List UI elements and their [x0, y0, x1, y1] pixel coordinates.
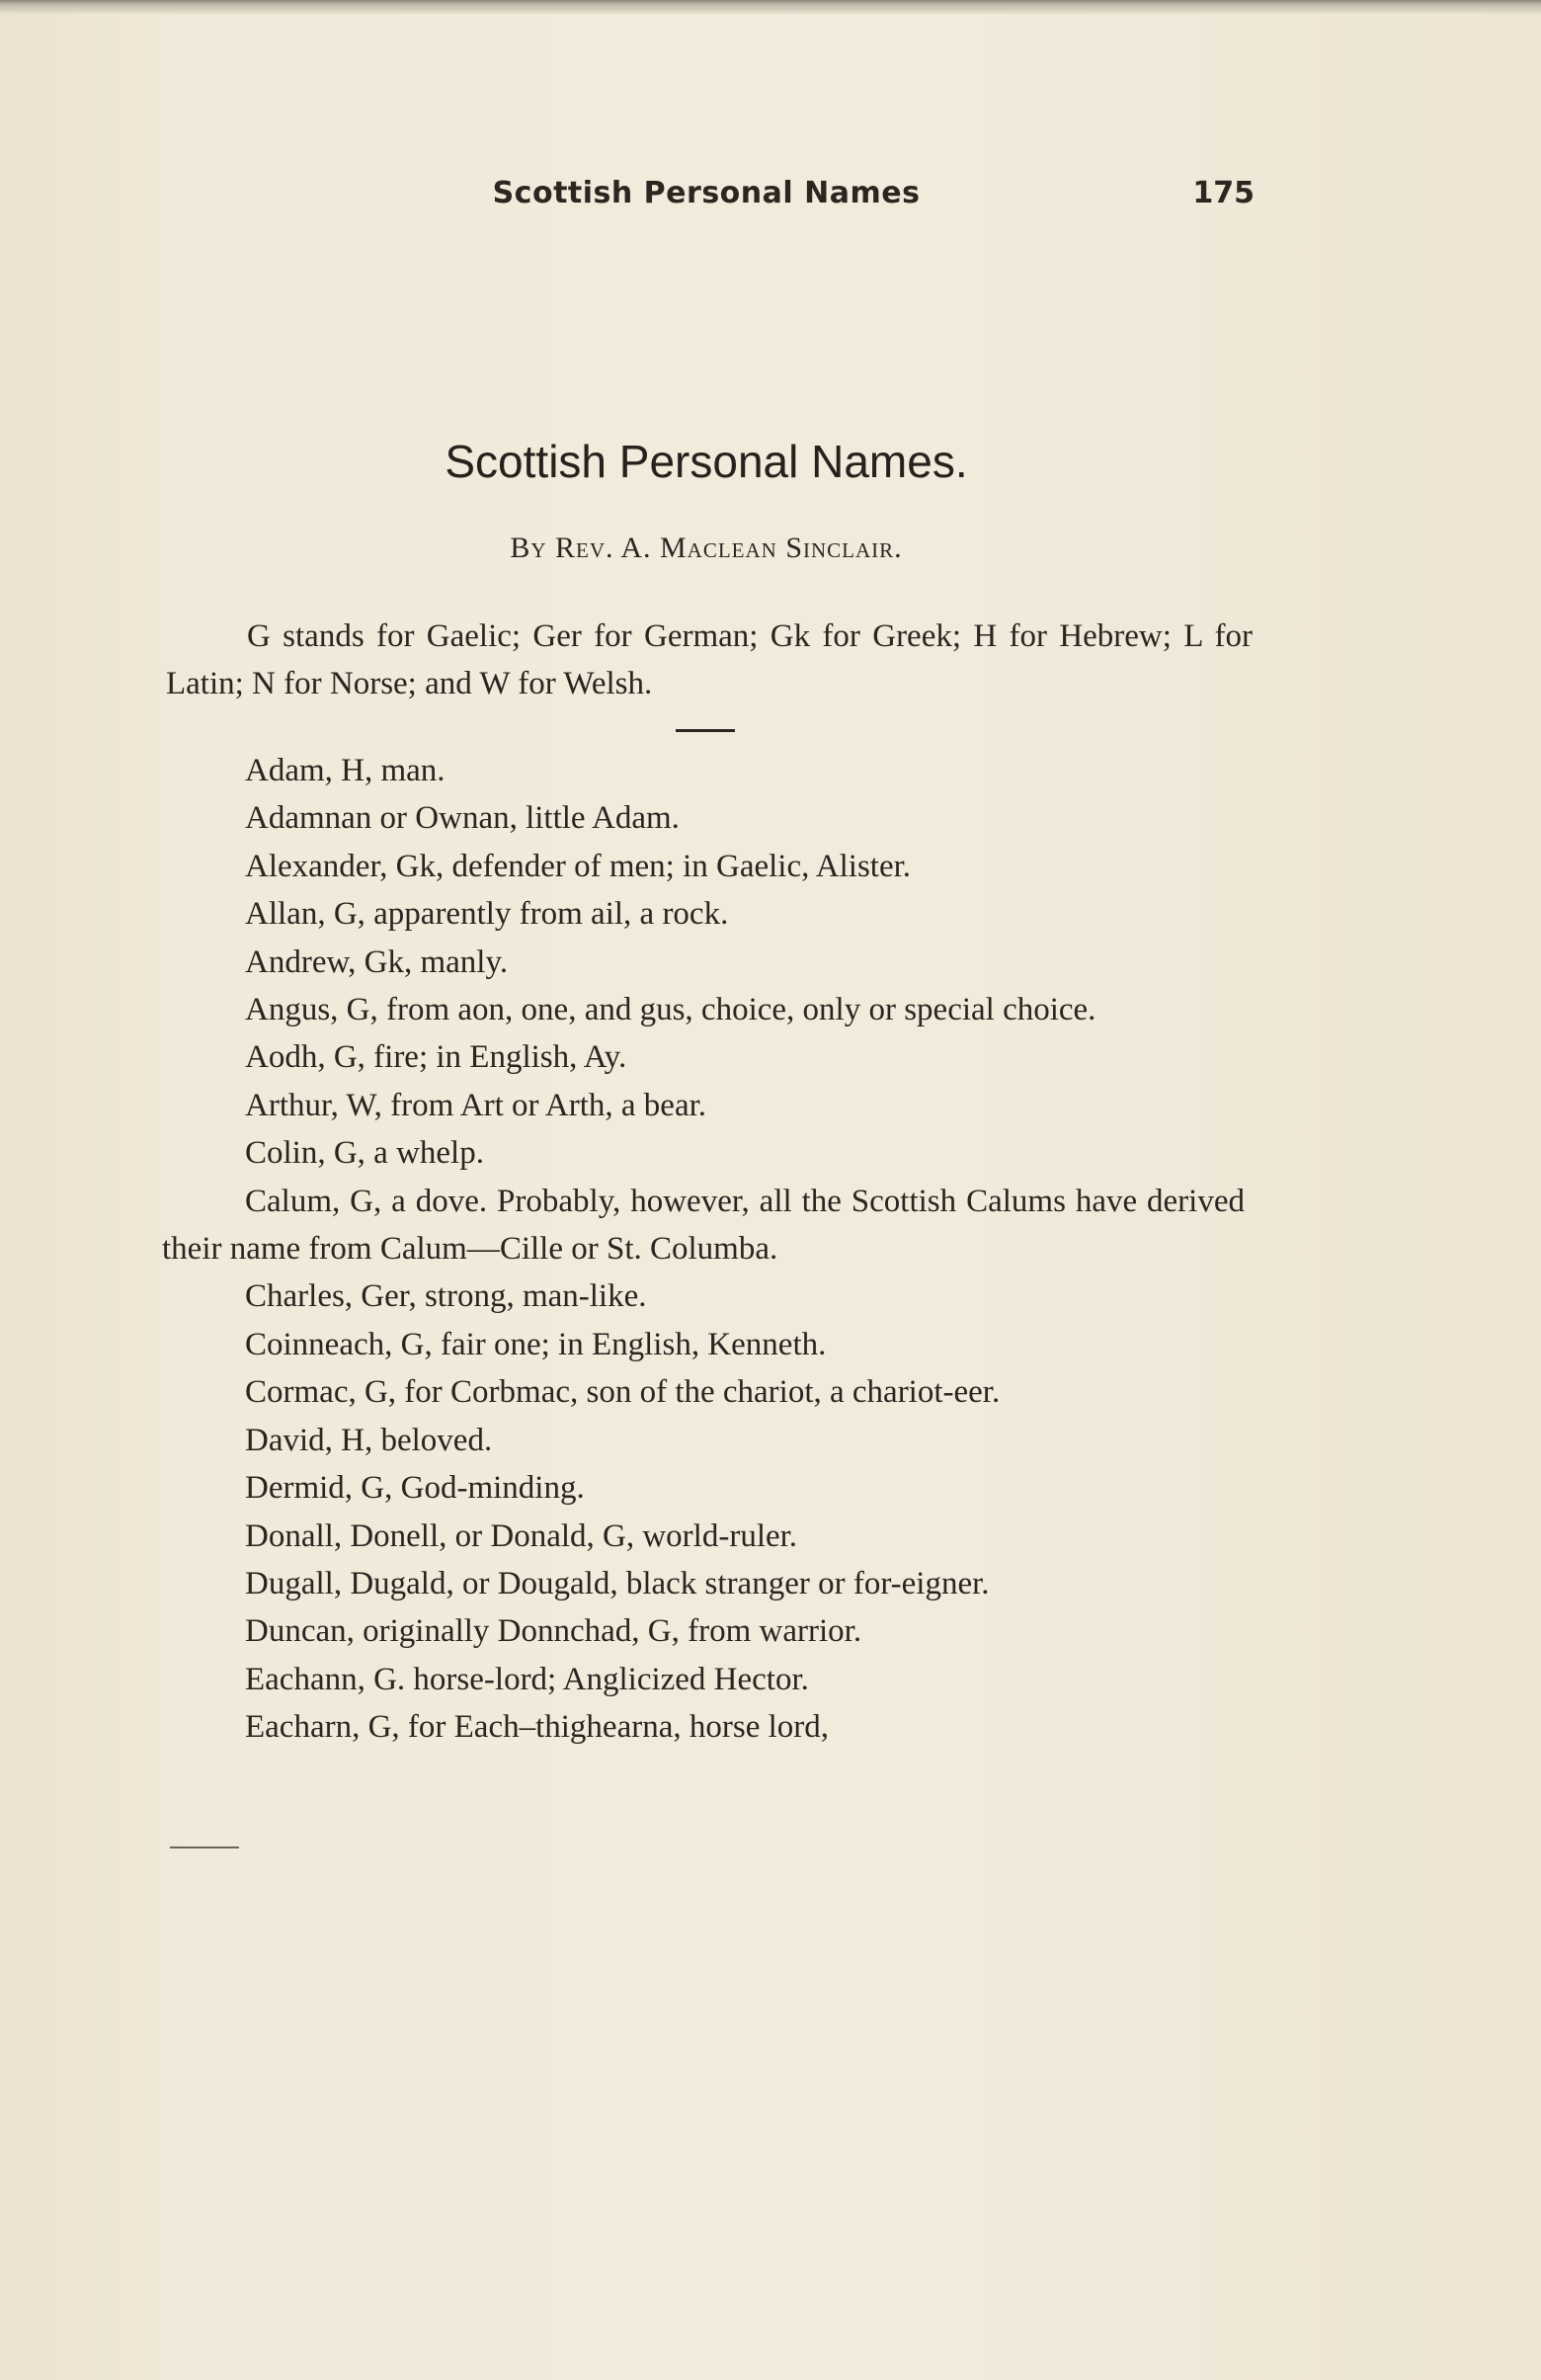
list-item: Adam, H, man.	[245, 753, 446, 788]
list-item: Dermid, G, God-minding.	[245, 1470, 585, 1507]
list-item: Angus, G, from aon, one, and gus, choice, only or special choice.	[245, 992, 1096, 1028]
page-number: 175	[1192, 176, 1255, 210]
list-item: Allan, G, apparently from ail, a rock.	[245, 896, 729, 933]
list-item: Donall, Donell, or Donald, G, world-ruler.	[245, 1518, 798, 1554]
list-item: Calum, G, a dove. Probably, however, all the Scottish Calums have derived their name from Calum—Cille or St. Columba.	[162, 1183, 1245, 1268]
list-item: Alexander, Gk, defender of men; in Gaelic, Alister.	[245, 848, 912, 884]
list-item: Andrew, Gk, manly.	[245, 944, 509, 980]
section-divider	[676, 729, 735, 732]
list-item: David, H, beloved.	[245, 1422, 493, 1458]
running-head	[158, 176, 1255, 225]
list-item: Arthur, W, from Art or Arth, a bear.	[245, 1087, 707, 1123]
list-item: Charles, Ger, strong, man-like.	[245, 1278, 647, 1315]
name-entries	[162, 747, 1245, 1752]
list-item: Eachann, G. horse-lord; Anglicized Hector.	[245, 1661, 809, 1697]
article-byline: By Rev. A. Maclean Sinclair.	[510, 532, 903, 564]
pencil-margin-mark	[170, 1847, 239, 1848]
list-item: Duncan, originally Donnchad, G, from warrior.	[245, 1613, 862, 1650]
list-item: Colin, G, a whelp.	[245, 1135, 484, 1172]
list-item: Cormac, G, for Corbmac, son of the chariot, a chariot-eer.	[245, 1374, 1001, 1411]
list-item: Dugall, Dugald, or Dougald, black stranger or for-eigner.	[245, 1565, 990, 1601]
abbreviation-key: G stands for Gaelic; Ger for German; Gk for Greek; H for Hebrew; L for Latin; N for Norse; and W for Welsh.	[166, 618, 1253, 701]
list-item: Coinneach, G, fair one; in English, Kenneth.	[245, 1326, 827, 1362]
list-item: Eacharn, G, for Each–thighearna, horse lord,	[245, 1709, 830, 1746]
article-title: Scottish Personal Names.	[445, 436, 968, 487]
page-top-edge	[0, 0, 1541, 14]
running-head-title: Scottish Personal Names	[492, 176, 921, 210]
list-item: Aodh, G, fire; in English, Ay.	[245, 1039, 627, 1076]
list-item: Adamnan or Ownan, little Adam.	[245, 800, 680, 837]
